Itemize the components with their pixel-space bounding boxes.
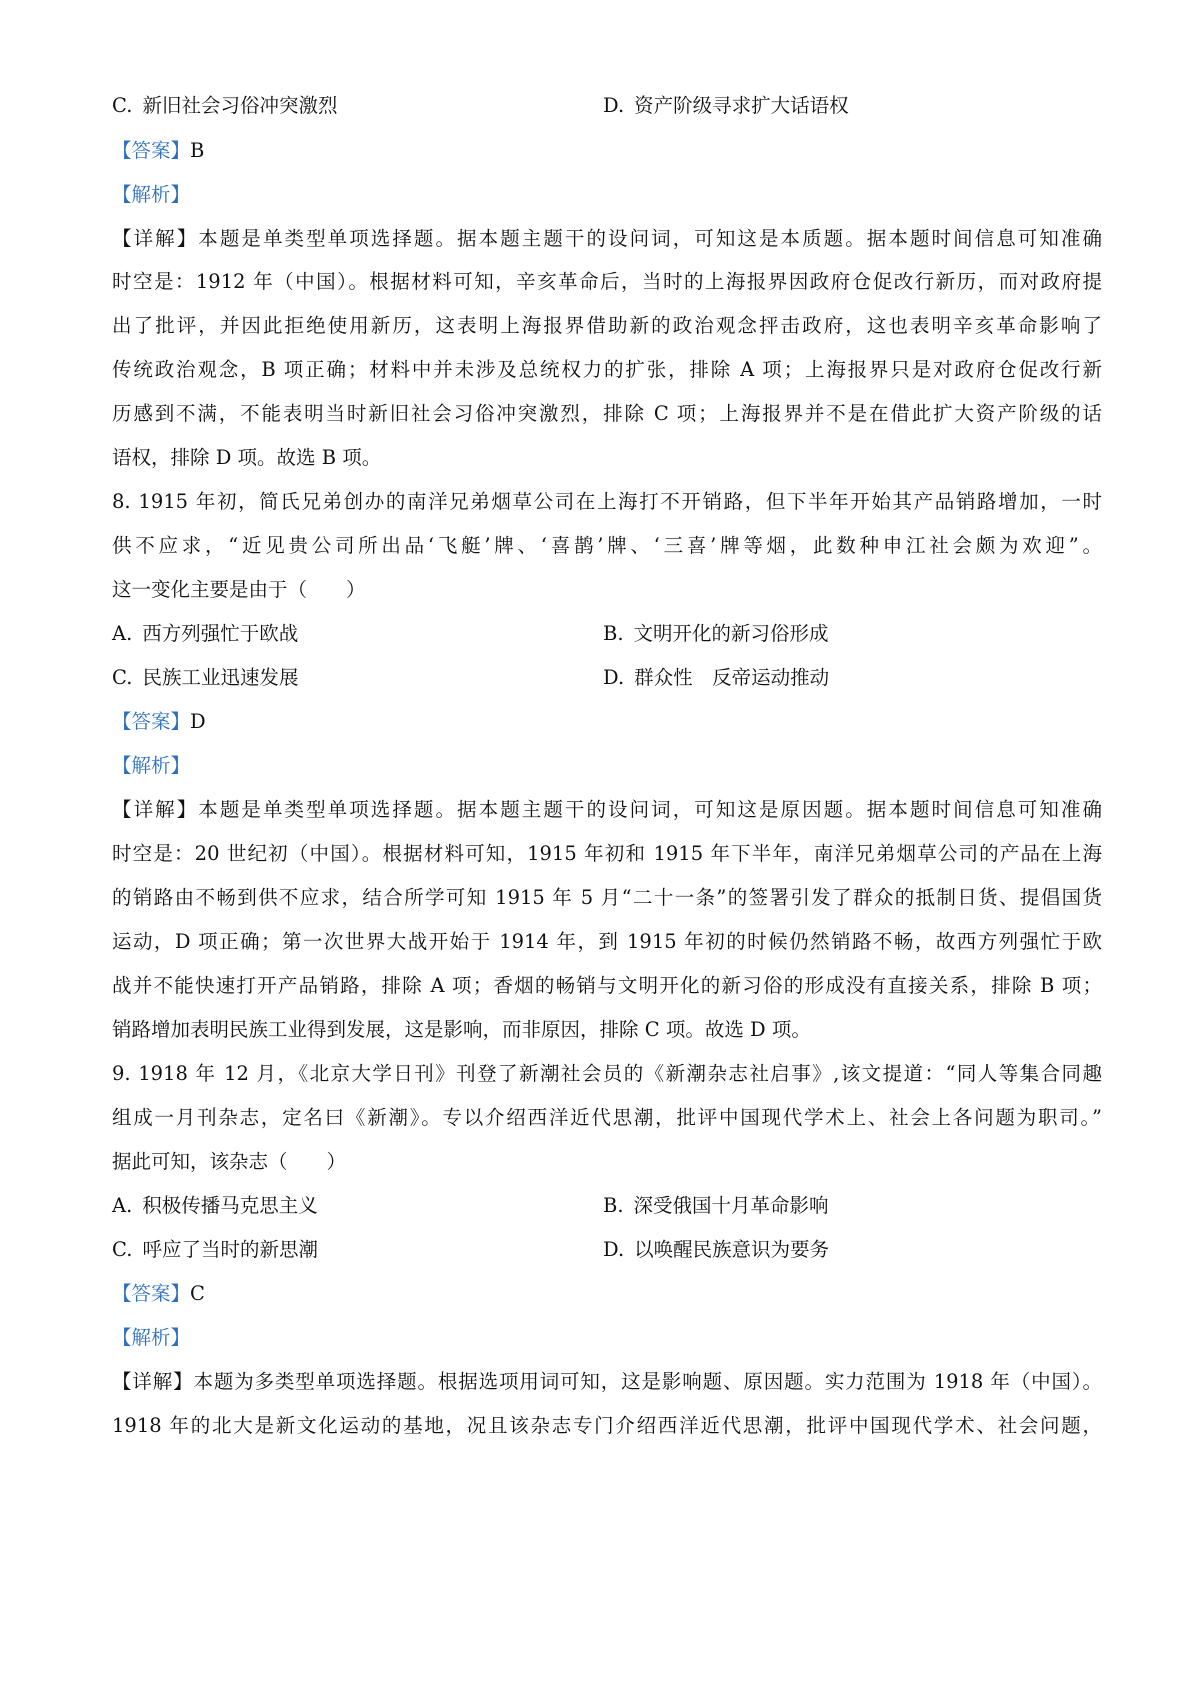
option-d: D. 以唤醒民族意识为要务	[603, 1238, 830, 1261]
detail-line: 的销路由不畅到供不应求，结合所学可知 1915 年 5 月“二十一条”的签署引发了群众的抵制日货、提倡国货	[112, 886, 1102, 909]
option-a: A. 西方列强忙于欧战	[112, 622, 299, 645]
detail-line: 【详解】本题为多类型单项选择题。根据选项用词可知，这是影响题、原因题。实力范围为 1918 年（中国）。	[112, 1370, 1102, 1393]
detail-line: 语权，排除 D 项。故选 B 项。	[112, 446, 382, 469]
detail-line: 【详解】本题是单类型单项选择题。据本题主题干的设问词，可知这是原因题。据本题时间信息可知准确	[112, 798, 1102, 821]
detail-line: 【详解】本题是单类型单项选择题。据本题主题干的设问词，可知这是本质题。据本题时间信息可知准确	[112, 227, 1102, 250]
answer-line	[112, 710, 1102, 734]
question-stem: 9. 1918 年 12 月，《北京大学日刊》刊登了新潮社会员的《新潮杂志社启事》,该文提道：“同人等集合同趣	[112, 1062, 1102, 1085]
detail-line: 出了批评，并因此拒绝使用新历，这表明上海报界借助新的政治观念抨击政府，这也表明辛亥革命影响了	[112, 314, 1102, 337]
question-stem: 这一变化主要是由于（ ）	[112, 578, 366, 601]
answer-tag: 【答案】	[112, 139, 191, 162]
option-b: B. 文明开化的新习俗形成	[603, 622, 829, 645]
question-stem: 8. 1915 年初，简氏兄弟创办的南洋兄弟烟草公司在上海打不开销路，但下半年开始其产品销路增加，一时	[112, 490, 1102, 513]
detail-line: 1918 年的北大是新文化运动的基地，况且该杂志专门介绍西洋近代思潮，批评中国现代学术、社会问题，	[112, 1414, 1102, 1437]
detail-line: 历感到不满，不能表明当时新旧社会习俗冲突激烈，排除 C 项；上海报界并不是在借此扩大资产阶级的话	[112, 402, 1102, 425]
detail-line: 运动，D 项正确；第一次世界大战开始于 1914 年，到 1915 年初的时候仍然销路不畅，故西方列强忙于欧	[112, 930, 1102, 953]
detail-line: 战并不能快速打开产品销路，排除 A 项；香烟的畅销与文明开化的新习俗的形成没有直接关系，排除 B 项；	[112, 974, 1102, 997]
answer-line	[112, 1282, 1102, 1306]
question-stem: 供不应求，“近见贵公司所出品‘飞艇’牌、‘喜鹊’牌、‘三喜’牌等烟，此数种申江社会颇为欢迎”。	[112, 534, 1102, 557]
answer-value: C	[190, 1282, 205, 1305]
option-d: D. 资产阶级寻求扩大话语权	[603, 94, 849, 117]
option-b: B. 深受俄国十月革命影响	[603, 1194, 829, 1217]
option-c: C. 新旧社会习俗冲突激烈	[112, 94, 338, 117]
question-stem: 组成一月刊杂志，定名曰《新潮》。专以介绍西洋近代思潮，批评中国现代学术上、社会上各问题为职司。”	[112, 1106, 1102, 1129]
answer-tag: 【答案】	[112, 1282, 191, 1305]
analysis-tag: 【解析】	[112, 754, 191, 777]
analysis-tag: 【解析】	[112, 183, 191, 206]
answer-value: D	[190, 710, 206, 733]
answer-value: B	[190, 139, 205, 162]
detail-line: 时空是：20 世纪初（中国）。根据材料可知，1915 年初和 1915 年下半年，南洋兄弟烟草公司的产品在上海	[112, 842, 1102, 865]
detail-tag: 【详解】	[112, 1370, 194, 1393]
answer-tag: 【答案】	[112, 710, 191, 733]
option-a: A. 积极传播马克思主义	[112, 1194, 318, 1217]
detail-tag: 【详解】	[112, 798, 199, 821]
detail-tag: 【详解】	[112, 227, 199, 250]
question-stem: 据此可知，该杂志（ ）	[112, 1150, 347, 1173]
answer-line	[112, 139, 1102, 163]
option-c: C. 民族工业迅速发展	[112, 666, 299, 689]
detail-line: 销路增加表明民族工业得到发展，这是影响，而非原因，排除 C 项。故选 D 项。	[112, 1018, 811, 1041]
detail-line: 时空是：1912 年（中国）。根据材料可知，辛亥革命后，当时的上海报界因政府仓促改行新历，而对政府提	[112, 270, 1102, 293]
analysis-tag: 【解析】	[112, 1326, 191, 1349]
detail-line: 传统政治观念，B 项正确；材料中并未涉及总统权力的扩张，排除 A 项；上海报界只是对政府仓促改行新	[112, 358, 1102, 381]
option-c: C. 呼应了当时的新思潮	[112, 1238, 318, 1261]
option-d: D. 群众性 反帝运动推动	[603, 666, 830, 689]
